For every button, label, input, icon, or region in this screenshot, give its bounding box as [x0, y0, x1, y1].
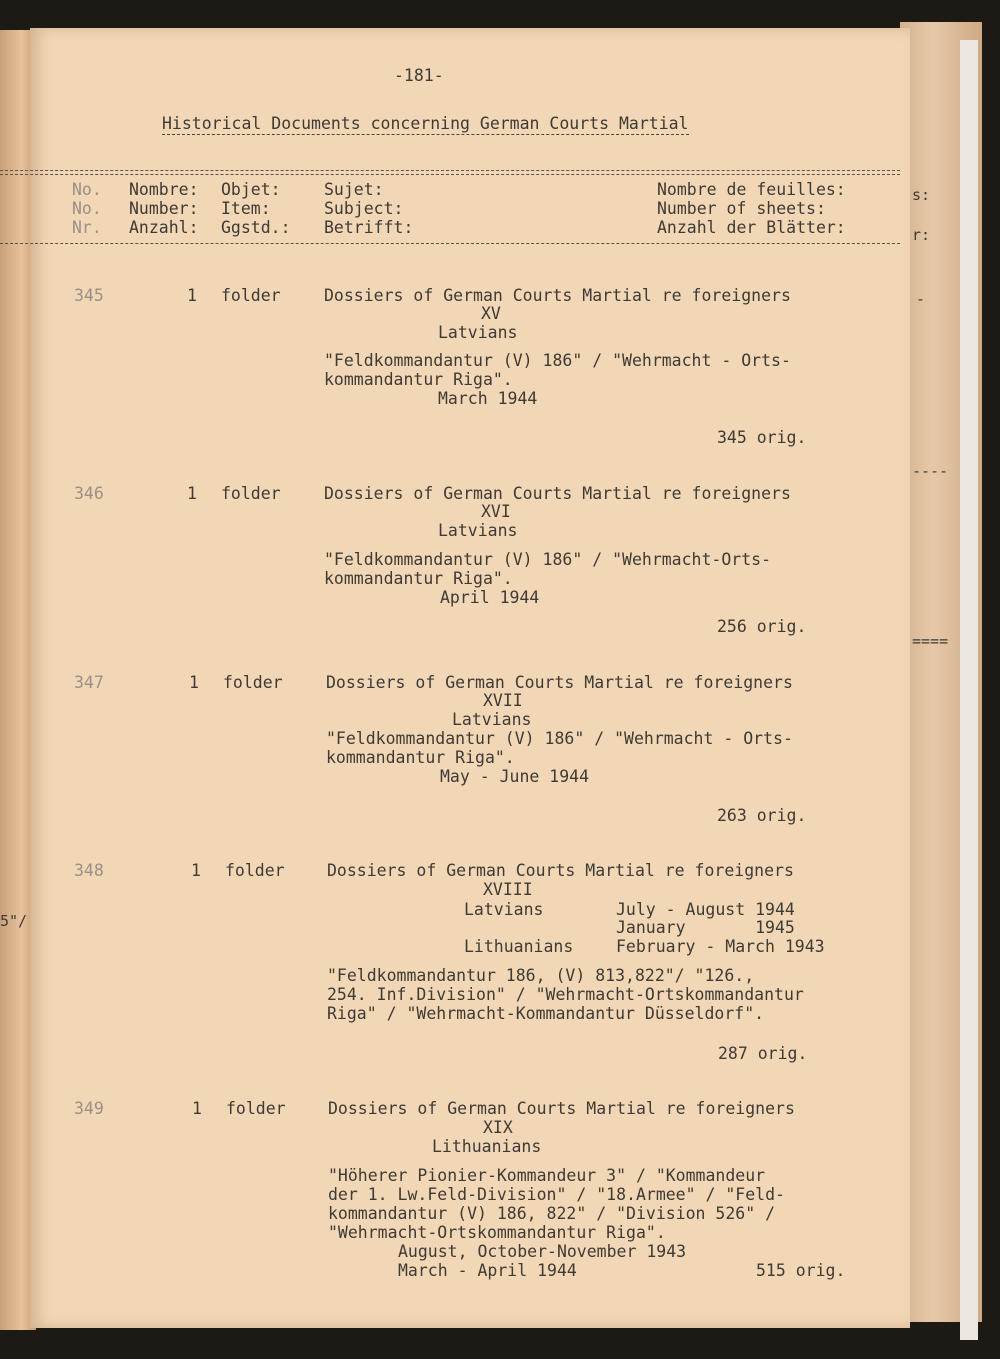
entry-group: Latvians [452, 710, 532, 729]
entry-desc-line: "Höherer Pionier-Kommandeur 3" / "Kommandeur [328, 1166, 766, 1185]
page-title: Historical Documents concerning German Courts Martial [162, 114, 689, 133]
entry-sheets: 515 orig. [756, 1261, 846, 1280]
page-number: -181- [394, 66, 444, 85]
entry-subject: Dossiers of German Courts Martial re foreigners [326, 673, 793, 692]
entry-roman: XV [481, 304, 501, 323]
entry-desc-line: "Feldkommandantur (V) 186" / "Wehrmacht - Orts- [324, 351, 791, 370]
entry-desc-line: "Feldkommandantur (V) 186" / "Wehrmacht-Orts- [324, 550, 772, 569]
entry-sheets: 263 orig. [717, 806, 807, 825]
entry-desc-line: kommandantur Riga". [324, 370, 513, 389]
header-sheets-de: Anzahl der Blätter: [657, 218, 846, 237]
entry-group: Latvians [464, 900, 544, 919]
left-margin-fragment: 5"/ [0, 912, 28, 930]
entry-sheets: 345 orig. [717, 428, 807, 447]
entry-roman: XVII [483, 691, 523, 710]
entry-group: Lithuanians [432, 1137, 542, 1156]
entry-group: Latvians [438, 323, 518, 342]
entry-desc-line: der 1. Lw.Feld-Division" / "18.Armee" / "Feld- [328, 1185, 785, 1204]
entry-item: folder [221, 286, 281, 305]
entry-group: Lithuanians [464, 937, 574, 956]
entry-subject: Dossiers of German Courts Martial re foreigners [327, 861, 794, 880]
entry-desc-line: "Wehrmacht-Ortskommandantur Riga". [328, 1223, 666, 1242]
entry-subject: Dossiers of German Courts Martial re foreigners [328, 1099, 795, 1118]
header-no-de: Nr. [72, 218, 102, 237]
header-number-fr: Nombre: [129, 180, 199, 199]
entry-date: March - April 1944 [398, 1261, 577, 1280]
right-margin-fragment: r: [912, 226, 931, 244]
right-margin-fragment: ---- [912, 462, 949, 480]
entry-quantity: 1 [191, 861, 201, 880]
entry-desc-line: kommandantur Riga". [326, 748, 515, 767]
entry-sheets: 287 orig. [718, 1044, 808, 1063]
header-number-en: Number: [129, 199, 199, 218]
right-margin-fragment: - [916, 290, 926, 308]
entry-number: 346 [74, 484, 104, 503]
header-no-fr: No. [72, 180, 102, 199]
entry-quantity: 1 [187, 484, 197, 503]
header-item-fr: Objet: [221, 180, 281, 199]
entry-group-dates: January 1945 [616, 918, 795, 937]
entry-quantity: 1 [192, 1099, 202, 1118]
right-margin-fragment: ==== [912, 632, 949, 650]
entry-desc-line: 254. Inf.Division" / "Wehrmacht-Ortskommandantur [327, 985, 804, 1004]
header-item-en: Item: [221, 199, 271, 218]
entry-item: folder [221, 484, 281, 503]
entry-roman: XVIII [483, 880, 533, 899]
entry-subject: Dossiers of German Courts Martial re foreigners [324, 286, 791, 305]
header-item-de: Ggstd.: [221, 218, 291, 237]
entry-quantity: 1 [187, 286, 197, 305]
header-number-de: Anzahl: [129, 218, 199, 237]
entry-number: 349 [74, 1099, 104, 1118]
entry-desc-line: "Feldkommandantur 186, (V) 813,822"/ "126., [327, 966, 755, 985]
header-sheets-fr: Nombre de feuilles: [657, 180, 846, 199]
binder-strip [960, 40, 978, 1340]
entry-subject: Dossiers of German Courts Martial re foreigners [324, 484, 791, 503]
entry-date: April 1944 [440, 588, 540, 607]
header-top-rule-2 [0, 174, 900, 175]
header-top-rule [0, 170, 900, 171]
right-margin-fragment: s: [912, 186, 931, 204]
entry-group: Latvians [438, 521, 518, 540]
entry-date: May - June 1944 [440, 767, 590, 786]
header-no-en: No. [72, 199, 102, 218]
header-bottom-rule [0, 243, 900, 244]
entry-number: 345 [74, 286, 104, 305]
entry-date: March 1944 [438, 389, 538, 408]
entry-number: 348 [74, 861, 104, 880]
entry-date: August, October-November 1943 [398, 1242, 687, 1261]
entry-roman: XIX [483, 1118, 513, 1137]
entry-sheets: 256 orig. [717, 617, 807, 636]
entry-item: folder [223, 673, 283, 692]
entry-group-dates: February - March 1943 [616, 937, 825, 956]
entry-number: 347 [74, 673, 104, 692]
entry-desc-line: kommandantur Riga". [324, 569, 513, 588]
header-subject-en: Subject: [324, 199, 404, 218]
entry-desc-line: Riga" / "Wehrmacht-Kommandantur Düsseldorf". [327, 1004, 765, 1023]
entry-desc-line: "Feldkommandantur (V) 186" / "Wehrmacht - Orts- [326, 729, 793, 748]
entry-item: folder [225, 861, 285, 880]
entry-roman: XVI [481, 502, 511, 521]
entry-quantity: 1 [189, 673, 199, 692]
entry-item: folder [226, 1099, 286, 1118]
entry-desc-line: kommandantur (V) 186, 822" / "Division 526" / [328, 1204, 776, 1223]
entry-group-dates: July - August 1944 [616, 900, 795, 919]
header-subject-fr: Sujet: [324, 180, 384, 199]
header-subject-de: Betrifft: [324, 218, 414, 237]
header-sheets-en: Number of sheets: [657, 199, 826, 218]
